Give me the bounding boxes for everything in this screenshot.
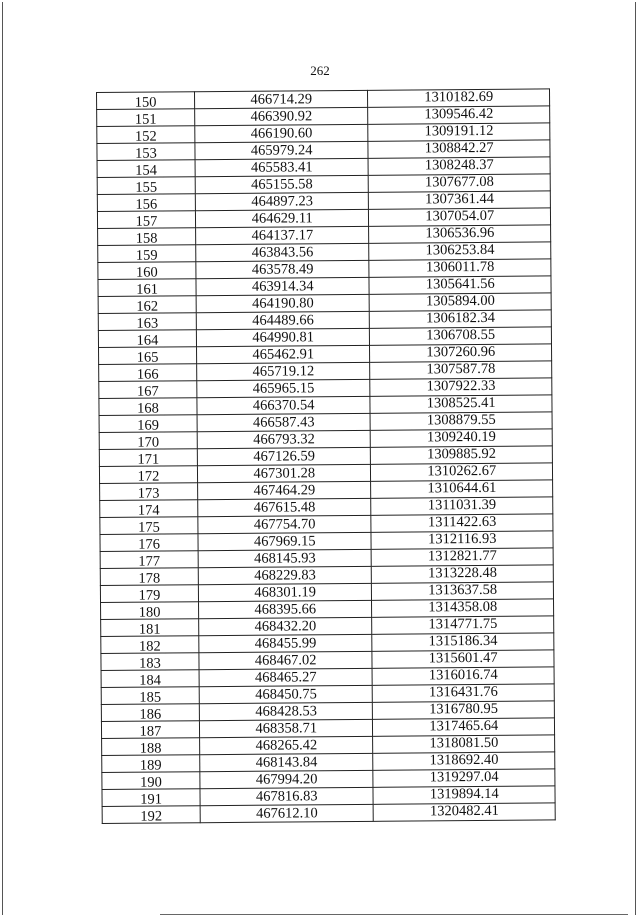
cell-text: 151: [134, 111, 157, 128]
cell-text: 1308842.27: [424, 139, 494, 157]
y-coordinate-cell: [370, 344, 552, 362]
y-coordinate-cell: [373, 786, 555, 804]
cell-text: 467994.20: [255, 771, 318, 788]
cell-text: 466714.29: [250, 91, 313, 108]
cell-text: 1311031.39: [427, 496, 497, 514]
cell-text: 183: [139, 655, 161, 672]
y-coordinate-cell: [371, 429, 553, 447]
page-bottom-edge: [160, 914, 628, 915]
x-coordinate-cell: [195, 124, 369, 142]
cell-text: 467615.48: [253, 499, 316, 516]
cell-text: 1306182.34: [426, 309, 496, 327]
cell-text: 152: [134, 128, 157, 145]
y-coordinate-cell: [369, 191, 551, 209]
cell-text: 466370.54: [252, 397, 315, 414]
x-coordinate-cell: [197, 396, 371, 414]
cell-text: 150: [134, 94, 157, 111]
point-number-cell: [98, 228, 196, 246]
cell-text: 1307922.33: [426, 377, 496, 395]
cell-text: 1311422.63: [427, 513, 497, 531]
y-coordinate-cell: [373, 752, 555, 770]
point-number-cell: [97, 177, 195, 195]
coordinates-table-body: [97, 89, 556, 824]
cell-text: 463914.34: [251, 278, 314, 295]
x-coordinate-cell: [198, 600, 372, 618]
cell-text: 468450.75: [255, 686, 317, 703]
x-coordinate-cell: [197, 430, 371, 448]
cell-text: 182: [138, 638, 161, 655]
cell-text: 464897.23: [251, 193, 313, 210]
cell-text: 1309885.92: [427, 445, 497, 463]
x-coordinate-cell: [199, 617, 373, 635]
y-coordinate-cell: [370, 395, 552, 413]
cell-text: 467612.10: [256, 805, 318, 822]
y-coordinate-cell: [369, 225, 551, 243]
point-number-cell: [101, 636, 199, 654]
y-coordinate-cell: [372, 633, 554, 651]
cell-text: 188: [139, 740, 162, 757]
x-coordinate-cell: [198, 481, 372, 499]
cell-text: 468465.27: [254, 669, 317, 686]
x-coordinate-cell: [197, 413, 371, 431]
y-coordinate-cell: [371, 412, 553, 430]
cell-text: 1306536.96: [425, 224, 495, 242]
y-coordinate-cell: [369, 174, 551, 192]
cell-text: 1316431.76: [428, 683, 498, 701]
x-coordinate-cell: [200, 787, 374, 805]
x-coordinate-cell: [200, 804, 374, 822]
point-number-cell: [101, 704, 199, 722]
x-coordinate-cell: [198, 498, 372, 516]
cell-text: 184: [139, 672, 162, 689]
point-number-cell: [99, 432, 197, 450]
cell-text: 1320482.41: [429, 802, 499, 820]
cell-text: 185: [139, 689, 162, 706]
y-coordinate-cell: [371, 463, 553, 481]
point-number-cell: [97, 126, 195, 144]
point-number-cell: [98, 296, 196, 314]
point-number-cell: [100, 585, 198, 603]
cell-text: 464629.11: [251, 210, 313, 227]
y-coordinate-cell: [371, 497, 553, 515]
coordinates-table: [96, 88, 556, 824]
cell-text: 178: [138, 570, 161, 587]
x-coordinate-cell: [195, 192, 369, 210]
point-number-cell: [100, 551, 198, 569]
cell-text: 191: [140, 791, 162, 808]
cell-text: 153: [135, 145, 157, 162]
cell-text: 465462.91: [252, 346, 315, 363]
x-coordinate-cell: [198, 549, 372, 567]
point-number-cell: [99, 466, 197, 484]
cell-text: 465719.12: [252, 363, 315, 380]
cell-text: 1305641.56: [425, 275, 495, 293]
point-number-cell: [98, 330, 196, 348]
y-coordinate-cell: [368, 106, 550, 124]
cell-text: 1310644.61: [427, 479, 497, 497]
cell-text: 466587.43: [252, 414, 315, 431]
cell-text: 467126.59: [253, 448, 315, 465]
x-coordinate-cell: [198, 566, 372, 584]
cell-text: 465965.15: [252, 380, 315, 397]
x-coordinate-cell: [196, 226, 370, 244]
cell-text: 192: [140, 808, 163, 825]
x-coordinate-cell: [197, 464, 371, 482]
cell-text: 1308525.41: [426, 394, 496, 412]
x-coordinate-cell: [196, 294, 370, 312]
x-coordinate-cell: [198, 583, 372, 601]
point-number-cell: [99, 398, 197, 416]
x-coordinate-cell: [197, 379, 371, 397]
cell-text: 1308248.37: [424, 156, 494, 174]
point-number-cell: [101, 653, 199, 671]
cell-text: 1313228.48: [428, 564, 498, 582]
cell-text: 1307361.44: [425, 190, 495, 208]
y-coordinate-cell: [371, 446, 553, 464]
cell-text: 167: [136, 383, 159, 400]
cell-text: 465979.24: [250, 142, 313, 159]
y-coordinate-cell: [373, 718, 555, 736]
cell-text: 468301.19: [254, 584, 317, 601]
cell-text: 464137.17: [251, 227, 314, 244]
cell-text: 468143.84: [255, 754, 318, 771]
x-coordinate-cell: [200, 736, 374, 754]
x-coordinate-cell: [195, 141, 369, 159]
point-number-cell: [97, 92, 195, 110]
point-number-cell: [97, 160, 195, 178]
cell-text: 1307054.07: [425, 207, 495, 225]
point-number-cell: [99, 449, 197, 467]
cell-text: 156: [135, 196, 158, 213]
y-coordinate-cell: [371, 514, 553, 532]
cell-text: 171: [137, 451, 160, 468]
y-coordinate-cell: [372, 599, 554, 617]
x-coordinate-cell: [196, 328, 370, 346]
cell-text: 468432.20: [254, 618, 317, 635]
cell-text: 1309191.12: [424, 122, 494, 140]
point-number-cell: [100, 483, 198, 501]
cell-text: 176: [138, 536, 160, 553]
point-number-cell: [102, 755, 200, 773]
y-coordinate-cell: [368, 123, 550, 141]
y-coordinate-cell: [370, 327, 552, 345]
cell-text: 467464.29: [253, 482, 316, 499]
x-coordinate-cell: [195, 209, 369, 227]
cell-text: 465155.58: [251, 176, 313, 193]
x-coordinate-cell: [200, 770, 374, 788]
cell-text: 1312821.77: [427, 547, 497, 565]
cell-text: 177: [138, 553, 161, 570]
x-coordinate-cell: [195, 107, 369, 125]
cell-text: 464990.81: [252, 329, 315, 346]
cell-text: 179: [138, 587, 161, 604]
point-number-cell: [98, 245, 196, 263]
cell-text: 174: [137, 502, 160, 519]
x-coordinate-cell: [195, 175, 369, 193]
y-coordinate-cell: [372, 582, 554, 600]
point-number-cell: [102, 738, 200, 756]
cell-text: 1316016.74: [428, 666, 498, 684]
cell-text: 154: [135, 162, 158, 179]
cell-text: 180: [138, 604, 161, 621]
point-number-cell: [100, 517, 198, 535]
y-coordinate-cell: [369, 208, 551, 226]
point-number-cell: [102, 806, 200, 824]
x-coordinate-cell: [194, 90, 368, 108]
cell-text: 1310262.67: [427, 462, 497, 480]
y-coordinate-cell: [373, 735, 555, 753]
cell-text: 173: [137, 485, 160, 502]
cell-text: 160: [135, 264, 158, 281]
cell-text: 468358.71: [255, 720, 318, 737]
point-number-cell: [100, 500, 198, 518]
cell-text: 1306708.55: [426, 326, 496, 344]
y-coordinate-cell: [373, 667, 555, 685]
point-number-cell: [98, 262, 196, 280]
cell-text: 1314358.08: [428, 598, 498, 616]
cell-text: 1309240.19: [426, 428, 496, 446]
y-coordinate-cell: [369, 276, 551, 294]
cell-text: 187: [139, 723, 162, 740]
cell-text: 155: [135, 179, 158, 196]
cell-text: 466390.92: [250, 108, 313, 125]
y-coordinate-cell: [372, 650, 554, 668]
cell-text: 186: [139, 706, 162, 723]
cell-text: 170: [137, 434, 160, 451]
cell-text: 162: [136, 298, 159, 315]
cell-text: 468467.02: [254, 652, 317, 669]
y-coordinate-cell: [372, 548, 554, 566]
cell-text: 466793.32: [253, 431, 315, 448]
cell-text: 1305894.00: [425, 292, 495, 310]
cell-text: 465583.41: [250, 159, 313, 176]
point-number-cell: [99, 347, 197, 365]
point-number-cell: [101, 687, 199, 705]
cell-text: 468455.99: [254, 635, 317, 652]
cell-text: 169: [137, 417, 160, 434]
cell-text: 1319297.04: [429, 768, 499, 786]
point-number-cell: [101, 721, 199, 739]
cell-text: 189: [139, 757, 162, 774]
cell-text: 1315186.34: [428, 632, 498, 650]
cell-text: 1318692.40: [429, 751, 499, 769]
x-coordinate-cell: [199, 702, 373, 720]
cell-text: 1309546.42: [424, 105, 494, 123]
point-number-cell: [97, 143, 195, 161]
x-coordinate-cell: [199, 651, 373, 669]
cell-text: 1310182.69: [424, 88, 494, 106]
x-coordinate-cell: [199, 719, 373, 737]
cell-text: 1307260.96: [426, 343, 496, 361]
x-coordinate-cell: [199, 634, 373, 652]
y-coordinate-cell: [370, 310, 552, 328]
x-coordinate-cell: [197, 362, 371, 380]
point-number-cell: [98, 279, 196, 297]
x-coordinate-cell: [197, 447, 371, 465]
y-coordinate-cell: [368, 140, 550, 158]
cell-text: 468265.42: [255, 737, 318, 754]
cell-text: 1306011.78: [425, 258, 495, 276]
cell-text: 468428.53: [255, 703, 317, 720]
y-coordinate-cell: [370, 361, 552, 379]
point-number-cell: [97, 211, 195, 229]
y-coordinate-cell: [374, 803, 556, 821]
cell-text: 172: [137, 468, 160, 485]
cell-text: 175: [137, 519, 160, 536]
cell-text: 165: [136, 349, 159, 366]
point-number-cell: [102, 772, 200, 790]
point-number-cell: [99, 381, 197, 399]
x-coordinate-cell: [198, 515, 372, 533]
x-coordinate-cell: [196, 345, 370, 363]
point-number-cell: [102, 789, 200, 807]
cell-text: 161: [136, 281, 158, 298]
point-number-cell: [100, 568, 198, 586]
point-number-cell: [99, 364, 197, 382]
cell-text: 464190.80: [252, 295, 314, 312]
cell-text: 164: [136, 332, 159, 349]
y-coordinate-cell: [369, 259, 551, 277]
point-number-cell: [97, 109, 195, 127]
point-number-cell: [101, 670, 199, 688]
cell-text: 1318081.50: [429, 734, 499, 752]
x-coordinate-cell: [198, 532, 372, 550]
cell-text: 159: [135, 247, 158, 264]
cell-text: 1313637.58: [428, 581, 498, 599]
point-number-cell: [100, 534, 198, 552]
cell-text: 1307677.08: [424, 173, 494, 191]
y-coordinate-cell: [373, 684, 555, 702]
y-coordinate-cell: [369, 157, 551, 175]
cell-text: 1307587.78: [426, 360, 496, 378]
x-coordinate-cell: [199, 685, 373, 703]
y-coordinate-cell: [370, 293, 552, 311]
x-coordinate-cell: [195, 158, 369, 176]
x-coordinate-cell: [196, 277, 370, 295]
y-coordinate-cell: [373, 701, 555, 719]
cell-text: 463578.49: [251, 261, 314, 278]
y-coordinate-cell: [372, 616, 554, 634]
cell-text: 158: [135, 230, 158, 247]
cell-text: 467816.83: [255, 788, 318, 805]
cell-text: 468229.83: [254, 567, 316, 584]
cell-text: 1308879.55: [426, 411, 496, 429]
point-number-cell: [97, 194, 195, 212]
cell-text: 467754.70: [253, 516, 316, 533]
cell-text: 468395.66: [254, 601, 317, 618]
y-coordinate-cell: [368, 89, 550, 107]
cell-text: 168: [137, 400, 159, 417]
cell-text: 1316780.95: [429, 700, 499, 718]
cell-text: 1319894.14: [429, 785, 499, 803]
table-row: [102, 803, 555, 824]
y-coordinate-cell: [371, 480, 553, 498]
cell-text: 1315601.47: [428, 649, 498, 667]
point-number-cell: [101, 619, 199, 637]
cell-text: 1317465.64: [429, 717, 499, 735]
x-coordinate-cell: [200, 753, 374, 771]
cell-text: 466190.60: [250, 125, 313, 142]
cell-text: 1306253.84: [425, 241, 495, 259]
x-coordinate-cell: [196, 243, 370, 261]
point-number-cell: [98, 313, 196, 331]
y-coordinate-cell: [370, 378, 552, 396]
cell-text: 463843.56: [251, 244, 314, 261]
y-coordinate-cell: [369, 242, 551, 260]
x-coordinate-cell: [196, 311, 370, 329]
cell-text: 468145.93: [254, 550, 316, 567]
cell-text: 181: [138, 621, 161, 638]
cell-text: 166: [136, 366, 159, 383]
y-coordinate-cell: [373, 769, 555, 787]
x-coordinate-cell: [199, 668, 373, 686]
cell-text: 464489.66: [252, 312, 314, 329]
cell-text: 157: [135, 213, 158, 230]
y-coordinate-cell: [371, 531, 553, 549]
point-number-cell: [99, 415, 197, 433]
cell-text: 1314771.75: [428, 615, 498, 633]
cell-text: 163: [136, 315, 159, 332]
cell-text: 467301.28: [253, 465, 316, 482]
y-coordinate-cell: [372, 565, 554, 583]
point-number-cell: [101, 602, 199, 620]
x-coordinate-cell: [196, 260, 370, 278]
cell-text: 467969.15: [253, 533, 316, 550]
cell-text: 1312116.93: [428, 530, 497, 548]
page-number: 262: [310, 63, 330, 78]
cell-text: 190: [139, 774, 162, 791]
